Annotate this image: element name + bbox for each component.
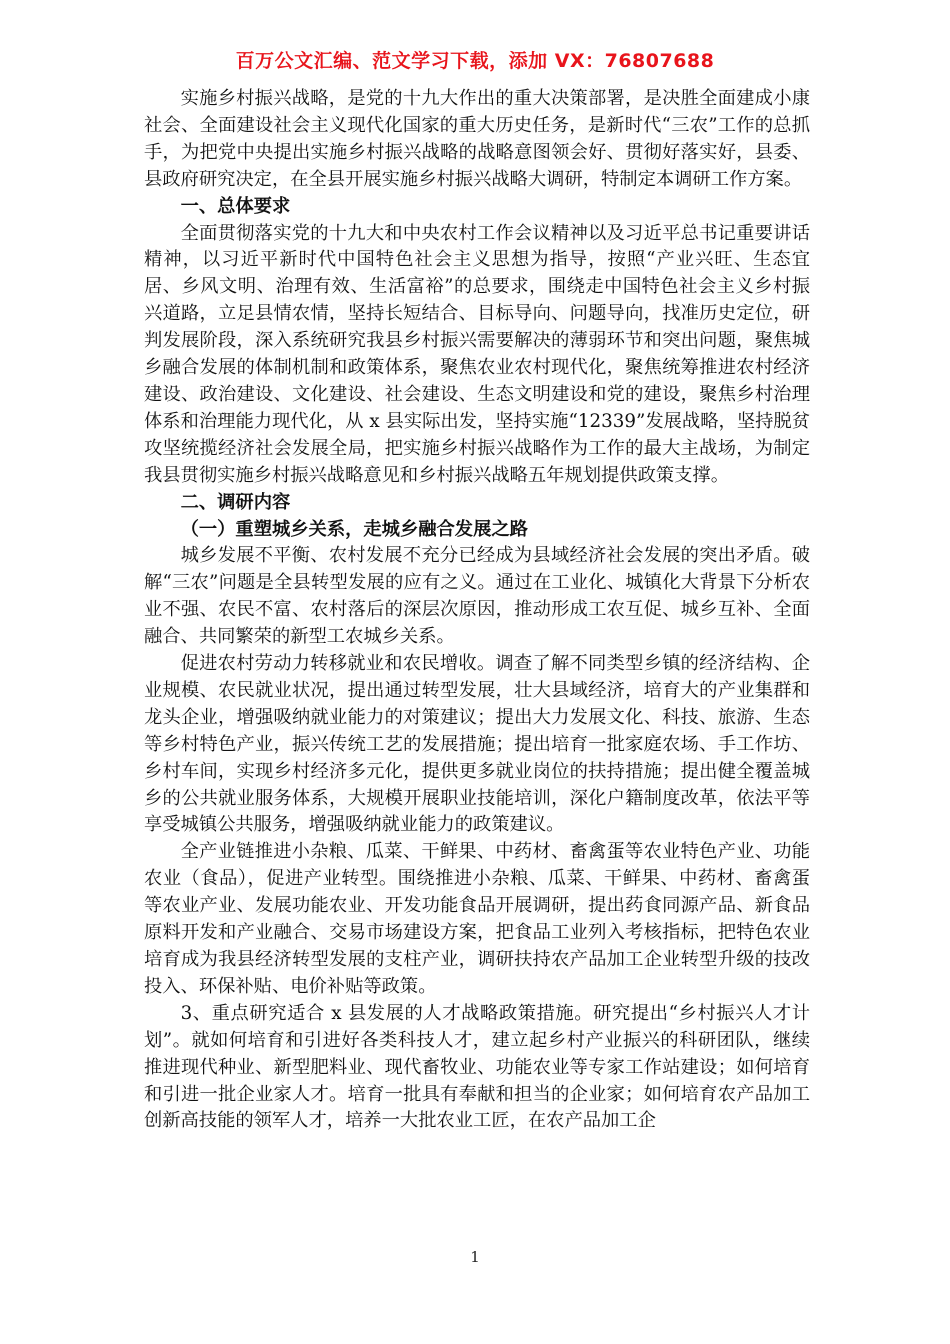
watermark-banner: 百万公文汇编、范文学习下载，添加 VX：76807688 (235, 50, 715, 72)
labor-transfer-paragraph: 促进农村劳动力转移就业和农民增收。调查了解不同类型乡镇的经济结构、企业规模、农民就业状况，提出通过转型发展，壮大县域经济，培育大的产业集群和龙头企业，增强吸纳就业能力的对策建议；提出大力发展文化、科技、旅游、生态等乡村特色产业，振兴传统工艺的发展措施；提出培育一批家庭农场、手工作坊、乡村车间，实现乡村经济多元化，提供更多就业岗位的扶持措施；提出健全覆盖城乡的公共就业服务体系，大规模开展职业技能培训，深化户籍制度改革，依法平等享受城镇公共服务，增强吸纳就业能力的政策建议。 (144, 653, 810, 836)
section-heading-general-requirements: 一、总体要求 (180, 195, 291, 217)
page-number: 1 (470, 1248, 480, 1266)
industry-chain-paragraph: 全产业链推进小杂粮、瓜菜、干鲜果、中药材、畜禽蛋等农业特色产业、功能农业（食品），促进产业转型。围绕推进小杂粮、瓜菜、干鲜果、中药材、畜禽蛋等农业产业、发展功能农业、开发功能食品开展调研，提出药食同源产品、新食品原料开发和产业融合、交易市场建设方案，把食品工业列入考核指标，把特色农业培育成为我县经济转型发展的支柱产业，调研扶持农产品加工企业转型升级的技改投入、环保补贴、电价补贴等政策。 (144, 841, 810, 997)
subsection-heading-urban-rural: （一）重塑城乡关系，走城乡融合发展之路 (180, 518, 528, 540)
section-heading-research-content: 二、调研内容 (180, 491, 291, 513)
document-body (144, 86, 810, 1135)
general-requirements-paragraph: 全面贯彻落实党的十九大和中央农村工作会议精神以及习近平总书记重要讲话精神，以习近平新时代中国特色社会主义思想为指导，按照“产业兴旺、生态宜居、乡风文明、治理有效、生活富裕”的总要求，围绕走中国特色社会主义乡村振兴道路，立足县情农情，坚持长短结合、目标导向、问题导向，找准历史定位，研判发展阶段，深入系统研究我县乡村振兴需要解决的薄弱环节和突出问题，聚焦城乡融合发展的体制机制和政策体系，聚焦农业农村现代化，聚焦统筹推进农村经济建设、政治建设、文化建设、社会建设、生态文明建设和党的建设，聚焦乡村治理体系和治理能力现代化，从 x 县实际出发，坚持实施“12339”发展战略，坚持脱贫攻坚统揽经济社会发展全局，把实施乡村振兴战略作为工作的最大主战场，为制定我县贯彻实施乡村振兴战略意见和乡村振兴战略五年规划提供政策支撑。 (144, 222, 810, 486)
intro-paragraph: 实施乡村振兴战略，是党的十九大作出的重大决策部署，是决胜全面建成小康社会、全面建设社会主义现代化国家的重大历史任务，是新时代“三农”工作的总抓手，为把党中央提出实施乡村振兴战略的战略意图领会好、贯彻好落实好，县委、县政府研究决定，在全县开展实施乡村振兴战略大调研，特制定本调研工作方案。 (144, 88, 810, 190)
talent-strategy-paragraph: 3、重点研究适合 x 县发展的人才战略政策措施。研究提出“乡村振兴人才计划”。就如何培育和引进好各类科技人才，建立起乡村产业振兴的科研团队，继续推进现代种业、新型肥料业、现代畜牧业、功能农业等专家工作站建设；如何培育和引进一批企业家人才。培育一批具有奉献和担当的企业家；如何培育农产品加工创新高技能的领军人才，培养一大批农业工匠，在农产品加工企 (144, 1002, 810, 1132)
urban-rural-paragraph: 城乡发展不平衡、农村发展不充分已经成为县域经济社会发展的突出矛盾。破解“三农”问题是全县转型发展的应有之义。通过在工业化、城镇化大背景下分析农业不强、农民不富、农村落后的深层次原因，推动形成工农互促、城乡互补、全面融合、共同繁荣的新型工农城乡关系。 (144, 545, 810, 648)
